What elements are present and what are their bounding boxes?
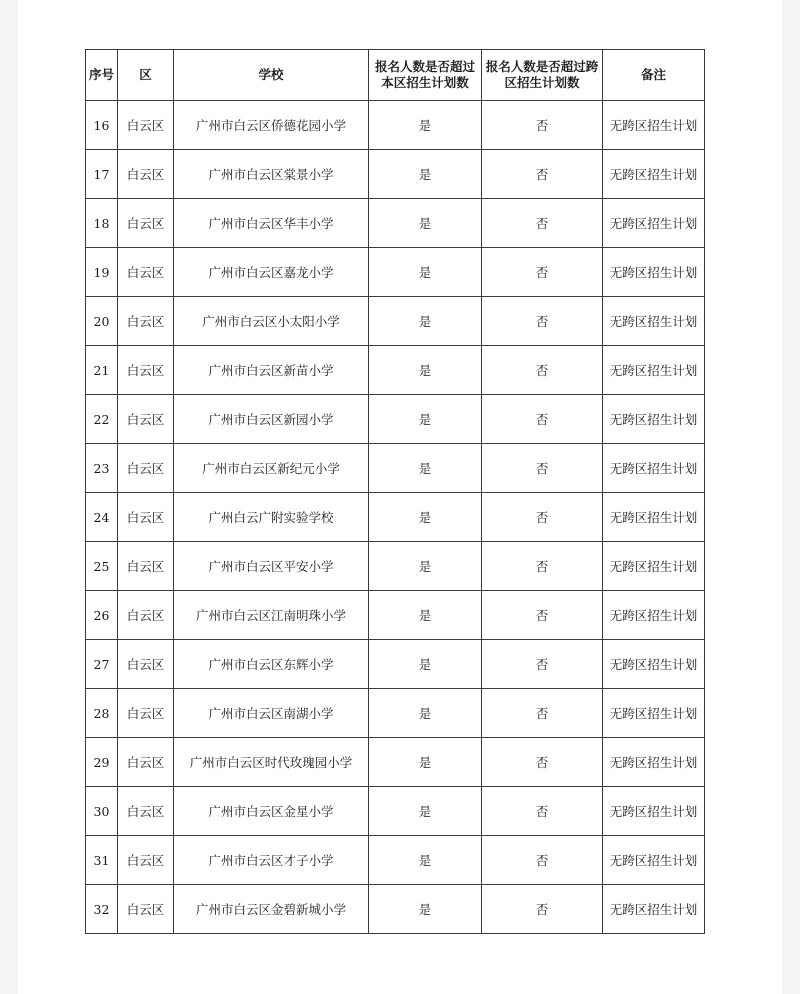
cell-district: 白云区 [118, 297, 174, 346]
cell-no: 25 [86, 542, 118, 591]
header-exceed-cross: 报名人数是否超过跨区招生计划数 [482, 50, 603, 101]
cell-exceed-local: 是 [369, 493, 482, 542]
cell-district: 白云区 [118, 444, 174, 493]
cell-exceed-cross: 否 [482, 248, 603, 297]
table-row [86, 591, 705, 640]
table-row [86, 346, 705, 395]
cell-no: 17 [86, 150, 118, 199]
cell-no: 16 [86, 101, 118, 150]
cell-school: 广州市白云区华丰小学 [174, 199, 369, 248]
cell-exceed-cross: 否 [482, 150, 603, 199]
header-row [86, 50, 705, 101]
cell-exceed-cross: 否 [482, 591, 603, 640]
cell-exceed-local: 是 [369, 640, 482, 689]
table-row [86, 787, 705, 836]
cell-school: 广州市白云区江南明珠小学 [174, 591, 369, 640]
table-row [86, 836, 705, 885]
cell-school: 广州白云广附实验学校 [174, 493, 369, 542]
cell-school: 广州市白云区平安小学 [174, 542, 369, 591]
header-school: 学校 [174, 50, 369, 101]
cell-remark: 无跨区招生计划 [603, 738, 705, 787]
cell-exceed-cross: 否 [482, 885, 603, 934]
cell-exceed-local: 是 [369, 297, 482, 346]
cell-district: 白云区 [118, 542, 174, 591]
cell-exceed-cross: 否 [482, 297, 603, 346]
cell-exceed-cross: 否 [482, 493, 603, 542]
cell-exceed-cross: 否 [482, 689, 603, 738]
cell-school: 广州市白云区新苗小学 [174, 346, 369, 395]
cell-exceed-cross: 否 [482, 444, 603, 493]
cell-school: 广州市白云区时代玫瑰园小学 [174, 738, 369, 787]
table-row [86, 640, 705, 689]
cell-no: 28 [86, 689, 118, 738]
cell-district: 白云区 [118, 836, 174, 885]
cell-remark: 无跨区招生计划 [603, 444, 705, 493]
cell-exceed-cross: 否 [482, 346, 603, 395]
cell-exceed-cross: 否 [482, 395, 603, 444]
cell-no: 30 [86, 787, 118, 836]
cell-exceed-local: 是 [369, 199, 482, 248]
cell-exceed-cross: 否 [482, 787, 603, 836]
cell-exceed-local: 是 [369, 787, 482, 836]
table-row [86, 248, 705, 297]
cell-district: 白云区 [118, 640, 174, 689]
cell-district: 白云区 [118, 101, 174, 150]
cell-remark: 无跨区招生计划 [603, 101, 705, 150]
cell-exceed-local: 是 [369, 689, 482, 738]
cell-district: 白云区 [118, 395, 174, 444]
cell-remark: 无跨区招生计划 [603, 689, 705, 738]
cell-no: 23 [86, 444, 118, 493]
cell-exceed-cross: 否 [482, 738, 603, 787]
cell-district: 白云区 [118, 689, 174, 738]
cell-district: 白云区 [118, 150, 174, 199]
cell-no: 27 [86, 640, 118, 689]
cell-remark: 无跨区招生计划 [603, 395, 705, 444]
cell-exceed-local: 是 [369, 101, 482, 150]
cell-district: 白云区 [118, 591, 174, 640]
cell-exceed-cross: 否 [482, 101, 603, 150]
cell-no: 24 [86, 493, 118, 542]
table-row [86, 493, 705, 542]
cell-no: 26 [86, 591, 118, 640]
cell-exceed-local: 是 [369, 248, 482, 297]
table-body [86, 101, 705, 934]
cell-school: 广州市白云区东辉小学 [174, 640, 369, 689]
table-row [86, 150, 705, 199]
cell-no: 31 [86, 836, 118, 885]
enrollment-table [85, 49, 705, 934]
table-row [86, 542, 705, 591]
cell-remark: 无跨区招生计划 [603, 885, 705, 934]
cell-school: 广州市白云区才子小学 [174, 836, 369, 885]
cell-exceed-local: 是 [369, 346, 482, 395]
header-no: 序号 [86, 50, 118, 101]
header-remark: 备注 [603, 50, 705, 101]
header-exceed-local: 报名人数是否超过本区招生计划数 [369, 50, 482, 101]
cell-no: 32 [86, 885, 118, 934]
cell-exceed-local: 是 [369, 150, 482, 199]
cell-exceed-local: 是 [369, 836, 482, 885]
cell-remark: 无跨区招生计划 [603, 640, 705, 689]
cell-school: 广州市白云区新园小学 [174, 395, 369, 444]
table-row [86, 444, 705, 493]
cell-exceed-cross: 否 [482, 640, 603, 689]
table-row [86, 395, 705, 444]
header-district: 区 [118, 50, 174, 101]
cell-exceed-local: 是 [369, 542, 482, 591]
cell-district: 白云区 [118, 346, 174, 395]
cell-district: 白云区 [118, 199, 174, 248]
cell-remark: 无跨区招生计划 [603, 199, 705, 248]
cell-no: 21 [86, 346, 118, 395]
cell-remark: 无跨区招生计划 [603, 297, 705, 346]
cell-remark: 无跨区招生计划 [603, 150, 705, 199]
table-row [86, 689, 705, 738]
cell-exceed-cross: 否 [482, 836, 603, 885]
table-row [86, 297, 705, 346]
table-row [86, 738, 705, 787]
cell-district: 白云区 [118, 493, 174, 542]
cell-school: 广州市白云区棠景小学 [174, 150, 369, 199]
cell-district: 白云区 [118, 885, 174, 934]
cell-school: 广州市白云区金星小学 [174, 787, 369, 836]
cell-exceed-local: 是 [369, 591, 482, 640]
cell-no: 22 [86, 395, 118, 444]
cell-exceed-local: 是 [369, 885, 482, 934]
cell-school: 广州市白云区小太阳小学 [174, 297, 369, 346]
cell-exceed-cross: 否 [482, 542, 603, 591]
table-header [86, 50, 705, 101]
cell-remark: 无跨区招生计划 [603, 493, 705, 542]
table-row [86, 101, 705, 150]
cell-exceed-local: 是 [369, 395, 482, 444]
cell-remark: 无跨区招生计划 [603, 248, 705, 297]
cell-exceed-local: 是 [369, 738, 482, 787]
cell-school: 广州市白云区南湖小学 [174, 689, 369, 738]
cell-no: 18 [86, 199, 118, 248]
cell-district: 白云区 [118, 738, 174, 787]
cell-remark: 无跨区招生计划 [603, 836, 705, 885]
table-row [86, 199, 705, 248]
cell-school: 广州市白云区新纪元小学 [174, 444, 369, 493]
cell-remark: 无跨区招生计划 [603, 542, 705, 591]
cell-remark: 无跨区招生计划 [603, 591, 705, 640]
cell-exceed-local: 是 [369, 444, 482, 493]
cell-district: 白云区 [118, 787, 174, 836]
cell-remark: 无跨区招生计划 [603, 346, 705, 395]
cell-school: 广州市白云区金碧新城小学 [174, 885, 369, 934]
cell-no: 29 [86, 738, 118, 787]
cell-no: 20 [86, 297, 118, 346]
table-row [86, 885, 705, 934]
cell-district: 白云区 [118, 248, 174, 297]
cell-remark: 无跨区招生计划 [603, 787, 705, 836]
cell-exceed-cross: 否 [482, 199, 603, 248]
cell-no: 19 [86, 248, 118, 297]
cell-school: 广州市白云区侨德花园小学 [174, 101, 369, 150]
cell-school: 广州市白云区嘉龙小学 [174, 248, 369, 297]
